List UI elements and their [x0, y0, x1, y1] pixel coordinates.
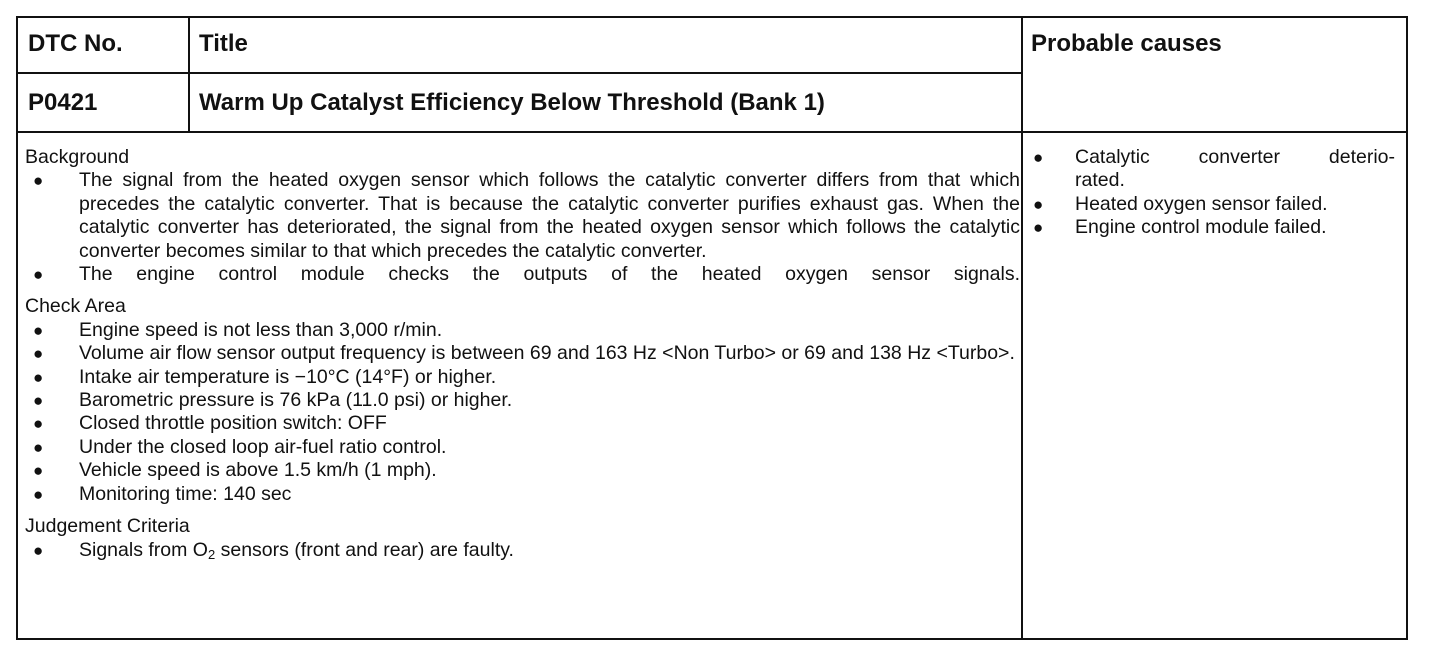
check-area-item: ● Intake air temperature is −10°C (14°F) or higher.: [25, 366, 1020, 389]
check-area-item: ● Under the closed loop air-fuel ratio control.: [25, 436, 1020, 459]
cause-item-line1: ● Catalytic converter deterio-: [1075, 146, 1395, 168]
title-header: Title: [199, 30, 248, 57]
judgement-section: [25, 515, 1020, 562]
judgement-subscript: 2: [207, 546, 216, 562]
probable-causes-list: [1029, 146, 1395, 240]
divider-title-causes: [1021, 16, 1023, 640]
probable-causes-header: Probable causes: [1031, 30, 1222, 57]
judgement-text-before: Signals from O: [79, 538, 208, 561]
check-area-section: [25, 295, 1020, 506]
judgement-title: Judgement Criteria: [25, 515, 190, 538]
check-area-item: ● Barometric pressure is 76 kPa (11.0 psi) or higher.: [25, 389, 1020, 412]
judgement-text-after: sensors (front and rear) are faulty.: [215, 538, 514, 561]
cause-item-line2: rated.: [1075, 169, 1125, 192]
check-area-item: ● Monitoring time: 140 sec: [25, 483, 1020, 506]
divider-header-row: [16, 72, 1023, 74]
dtc-no-header: DTC No.: [28, 30, 123, 57]
background-item: ● The signal from the heated oxygen sensor which follows the catalytic converter differs from that which precedes the catalytic converter. That is because the catalytic converter purifies exhaust gas. When the catalytic converter has deteriorated, the signal from the heated oxygen sensor which follows the catalytic converter becomes similar to that which precedes the catalytic converter.: [25, 169, 1020, 263]
background-section: [25, 146, 1020, 286]
check-area-title: Check Area: [25, 295, 126, 318]
cause-item: ● Engine control module failed.: [1029, 216, 1395, 239]
cause-item: ● Heated oxygen sensor failed.: [1029, 193, 1395, 216]
cause-item: [1029, 146, 1395, 193]
dtc-number: P0421: [28, 89, 98, 116]
divider-header-body: [16, 131, 1408, 133]
check-area-item: ● Vehicle speed is above 1.5 km/h (1 mph).: [25, 459, 1020, 482]
judgement-item: [25, 539, 1020, 562]
check-area-item: ● Closed throttle position switch: OFF: [25, 412, 1020, 435]
description-column: [25, 146, 1020, 571]
check-area-item: ● Engine speed is not less than 3,000 r/min.: [25, 319, 1020, 342]
background-item: ● The engine control module checks the outputs of the heated oxygen sensor signals.: [25, 263, 1020, 286]
dtc-title: Warm Up Catalyst Efficiency Below Threshold (Bank 1): [199, 89, 825, 116]
divider-dtc-title: [188, 16, 190, 133]
background-title: Background: [25, 146, 130, 168]
check-area-item: ● Volume air flow sensor output frequency is between 69 and 163 Hz <Non Turbo> or 69 and 138 Hz <Turbo>.: [25, 342, 1020, 365]
